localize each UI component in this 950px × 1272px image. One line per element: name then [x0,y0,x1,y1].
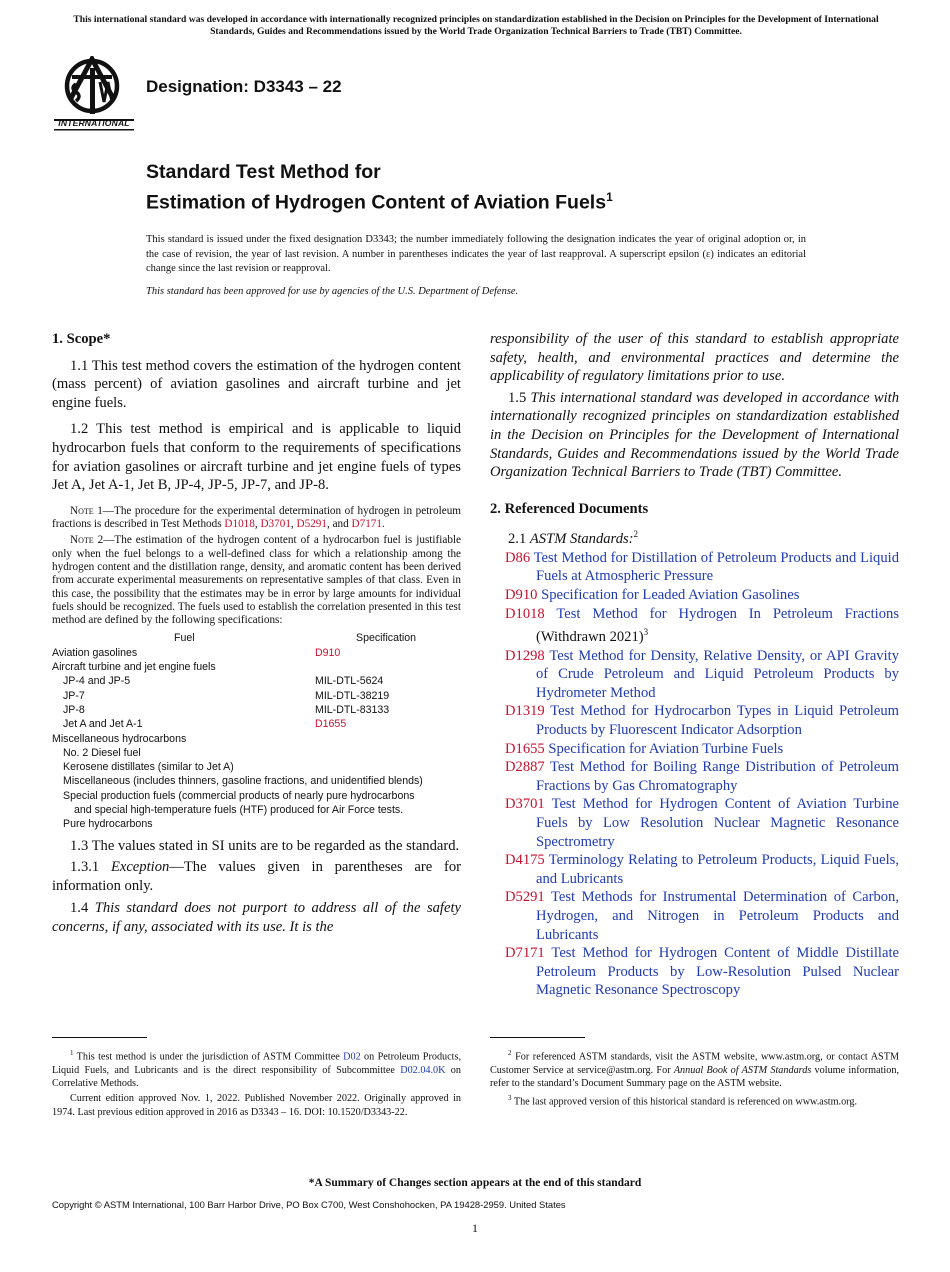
spec-cell: MIL-DTL-5624 [315,675,384,688]
reference-title-link[interactable]: Terminology Relating to Petroleum Products, Liquid Fuels, and Lubricants [536,852,900,887]
right-column [490,330,899,1000]
note1-link-d1018[interactable]: D1018 [224,518,255,531]
reference-item [505,549,899,586]
reference-item [505,944,899,1000]
document-title [146,160,846,216]
logo-wordmark: INTERNATIONAL [58,118,130,128]
footnotes-left [52,1047,461,1119]
para-1-1: 1.1 This test method covers the estimation of the hydrogen content (mass percent) of aviation gasolines and aircraft turbine and jet engine fuels. [52,357,461,411]
para-2-1: 2.1 ASTM Standards:$^2$ [508,529,639,548]
reference-item [505,605,899,647]
reference-title-link[interactable]: Test Method for Boiling Range Distribution of Petroleum Fractions by Gas Chromatography [536,759,899,794]
para-1-4: 1.4 This standard does not purport to address all of the safety concerns, if any, associated with its use. It is the [52,900,461,935]
footnote-1-edition: Current edition approved Nov. 1, 2022. Published November 2022. Originally approved in 1974. Last previous edition approved in 2016 as D3343 – 16. DOI: 10.1520/D3343-22. [52,1093,461,1118]
reference-title-link[interactable]: Test Method for Hydrogen Content of Middle Distillate Petroleum Products by Low-Resolution Pulsed Nuclear Magnetic Resonance Spectroscopy [536,945,899,999]
table-row [52,746,461,760]
footnote-2: $^2$ For referenced ASTM standards, visit the ASTM website, www.astm.org, or contact ASTM Customer Service at service@astm.org. For Annual Book of ASTM Standards volume information, refer to the standard’s Document Summary page on the ASTM website. [490,1049,899,1089]
reference-title-link[interactable]: Test Method for Hydrogen Content of Aviation Turbine Fuels by Low Resolution Nuclear Magnetic Resonance Spectrometry [536,796,899,850]
table-row [52,646,461,660]
table-header [52,631,461,645]
reference-code-link[interactable]: D910 [505,586,538,603]
astm-logo [54,56,134,132]
reference-item [505,758,899,795]
reference-code-link[interactable]: D3701 [505,796,545,813]
fuel-cell: Special production fuels (commercial products of nearly pure hydrocarbons [63,789,415,802]
fuel-cell: Aviation gasolines [52,646,138,659]
header-spec: Specification [356,632,417,645]
para-1-3-1: 1.3.1 Exception—The values given in parentheses are for information only. [52,859,461,894]
fuel-cell: Jet A and Jet A-1 [63,718,143,731]
fuel-cell: and special high-temperature fuels (HTF) produced for Air Force tests. [74,803,404,816]
committee-d02-link[interactable]: D02 [343,1051,361,1063]
header-fuel: Fuel [174,632,195,645]
table-row [52,774,461,788]
note1-link-d3701[interactable]: D3701 [260,518,291,531]
footnotes-right [490,1047,899,1109]
fuel-cell: JP-7 [63,689,85,702]
dod-approval: This standard has been approved for use by agencies of the U.S. Department of Defense. [146,286,519,297]
reference-item [505,740,899,759]
note-1: Note 1—The procedure for the experimental determination of hydrogen in petroleum fractions is described in Test Methods D1018, D3701, D5291, and D7171. [52,504,461,531]
scope-heading: 1. Scope* [52,331,111,347]
fuel-cell: Miscellaneous hydrocarbons [52,732,187,745]
table-row [52,803,461,817]
fuel-cell: Pure hydrocarbons [63,818,153,831]
reference-code-link[interactable]: D1319 [505,703,545,720]
reference-code-link[interactable]: D1655 [505,740,545,757]
fuel-cell: Kerosene distillates (similar to Jet A) [63,761,234,774]
footnote-1: $^1$ This test method is under the jurisdiction of ASTM Committee D02 on Petroleum Products, Liquid Fuels, and Lubricants and is the direct responsibility of Subcommittee D02.04.0K on Correlative Methods. [52,1049,461,1089]
reference-footnote-mark: 3 [643,627,649,638]
table-row [52,703,461,717]
summary-of-changes-note: *A Summary of Changes section appears at the end of this standard [308,1177,642,1189]
footnote-3: $^3$ The last approved version of this historical standard is referenced on www.astm.org. [508,1094,858,1108]
reference-item [505,851,899,888]
reference-code-link[interactable]: D1298 [505,647,545,664]
fuel-cell: Miscellaneous (includes thinners, gasoline fractions, and unidentified blends) [63,775,423,788]
spec-cell: MIL-DTL-83133 [315,703,390,716]
fuel-cell: JP-8 [63,703,85,716]
left-column [52,330,461,937]
page-number: 1 [472,1221,478,1235]
reference-item [505,647,899,703]
footnote-rule-left [52,1037,147,1038]
reference-code-link[interactable]: D2887 [505,759,545,776]
designation: Designation: D3343 – 22 [146,77,342,96]
reference-title-link[interactable]: Test Method for Hydrocarbon Types in Liquid Petroleum Products by Fluorescent Indicator Adsorption [536,703,899,738]
reference-code-link[interactable]: D7171 [505,945,545,962]
reference-code-link[interactable]: D86 [505,549,531,566]
reference-title-link[interactable]: Test Methods for Instrumental Determination of Carbon, Hydrogen, and Nitrogen in Petroleum Products and Lubricants [536,889,899,943]
table-row [52,789,461,803]
note1-link-d5291[interactable]: D5291 [296,518,327,531]
fuel-cell: Aircraft turbine and jet engine fuels [52,661,216,674]
table-row [52,717,461,731]
table-row [52,660,461,674]
table-row [52,689,461,703]
reference-item [505,586,899,605]
para-1-5: 1.5 This international standard was developed in accordance with internationally recognized principles on standardization established in the Decision on Principles for the Development of International Standards, Guides and Recommendations issued by the World Trade Organization Technical Barriers to Trade (TBT) Committee. [490,389,900,481]
fuel-cell: JP-4 and JP-5 [63,675,131,688]
reference-item [505,795,899,851]
reference-title-link[interactable]: Test Method for Hydrogen In Petroleum Fractions [556,605,899,622]
table-row [52,817,461,831]
spec-link[interactable]: D1655 [315,718,347,731]
para-1-2: 1.2 This test method is empirical and is applicable to liquid hydrocarbon fuels that conform to the requirements of specifications for aviation gasolines or aircraft turbine and jet engine fuels of types Jet A, Jet A-1, Jet B, JP-4, JP-5, JP-7, and JP-8. [52,421,461,494]
fuel-spec-table [52,631,461,831]
table-row [52,760,461,774]
refdocs-heading: 2. Referenced Documents [490,500,649,517]
table-row [52,674,461,688]
table-row [52,732,461,746]
reference-item [505,702,899,739]
tbt-banner: This international standard was developed in accordance with internationally recognized principles on standardization established in the Decision on Principles for the Development of International Standards, Guides and Recommendations issued by the World Trade Organization Technical Barriers to Trade (TBT) Committee. [73,14,879,37]
title-line-2: Estimation of Hydrogen Content of Aviation Fuels$^1$ [146,190,613,214]
reference-title-link[interactable]: Test Method for Density, Relative Density, or API Gravity of Crude Petroleum and Liquid Petroleum Products by Hydrometer Method [536,647,900,701]
note1-link-d7171[interactable]: D7171 [351,518,382,531]
title-line-1: Standard Test Method for [146,161,381,183]
note-2: Note 2—The estimation of the hydrogen content of a hydrocarbon fuel is justifiable only when the fuel belongs to a well-defined class for which a relationship among the hydrogen content and the distillation range, density, and aromatic content has been derived from accurate experimental measurements on representative samples of that class. Even in this case, the possibility that the estimates may be in error by large amounts for individual fuels should be recognized. The fuels used to establish the correlation presented in this test method are defined by the following specifications: [52,534,461,627]
spec-cell: MIL-DTL-38219 [315,689,390,702]
reference-title-link[interactable]: Test Method for Distillation of Petroleum Products and Liquid Fuels at Atmospheric Pressure [533,549,899,585]
footnote-rule-right [490,1037,585,1038]
subcommittee-link[interactable]: D02.04.0K [400,1064,446,1076]
reference-code-link[interactable]: D1018 [505,605,545,622]
reference-code-link[interactable]: D4175 [505,852,545,869]
spec-link[interactable]: D910 [315,646,341,659]
preamble: This standard is issued under the fixed designation D3343; the number immediately following the designation indicates the year of original adoption or, in the case of revision, the year of last revision. A number in parentheses indicates the year of last reapproval. A superscript epsilon (ε) indicates an editorial change since the last revision or reapproval. [146,234,806,274]
fuel-cell: No. 2 Diesel fuel [63,746,141,759]
reference-code-link[interactable]: D5291 [505,889,545,906]
para-1-4-continued: responsibility of the user of this standard to establish appropriate safety, health, and environmental practices and determine the applicability of regulatory limitations prior to use. [490,331,899,385]
para-1-3: 1.3 The values stated in SI units are to be regarded as the standard. [70,837,460,854]
reference-title-link[interactable]: Specification for Leaded Aviation Gasolines [541,586,800,603]
reference-title-link[interactable]: Specification for Aviation Turbine Fuels [548,740,784,757]
copyright: Copyright © ASTM International, 100 Barr Harbor Drive, PO Box C700, West Conshohocken, PA 19428-2959. United States [52,1199,566,1210]
reference-status: (Withdrawn 2021) [536,629,644,646]
reference-item [505,888,899,944]
reference-list [505,549,899,1000]
